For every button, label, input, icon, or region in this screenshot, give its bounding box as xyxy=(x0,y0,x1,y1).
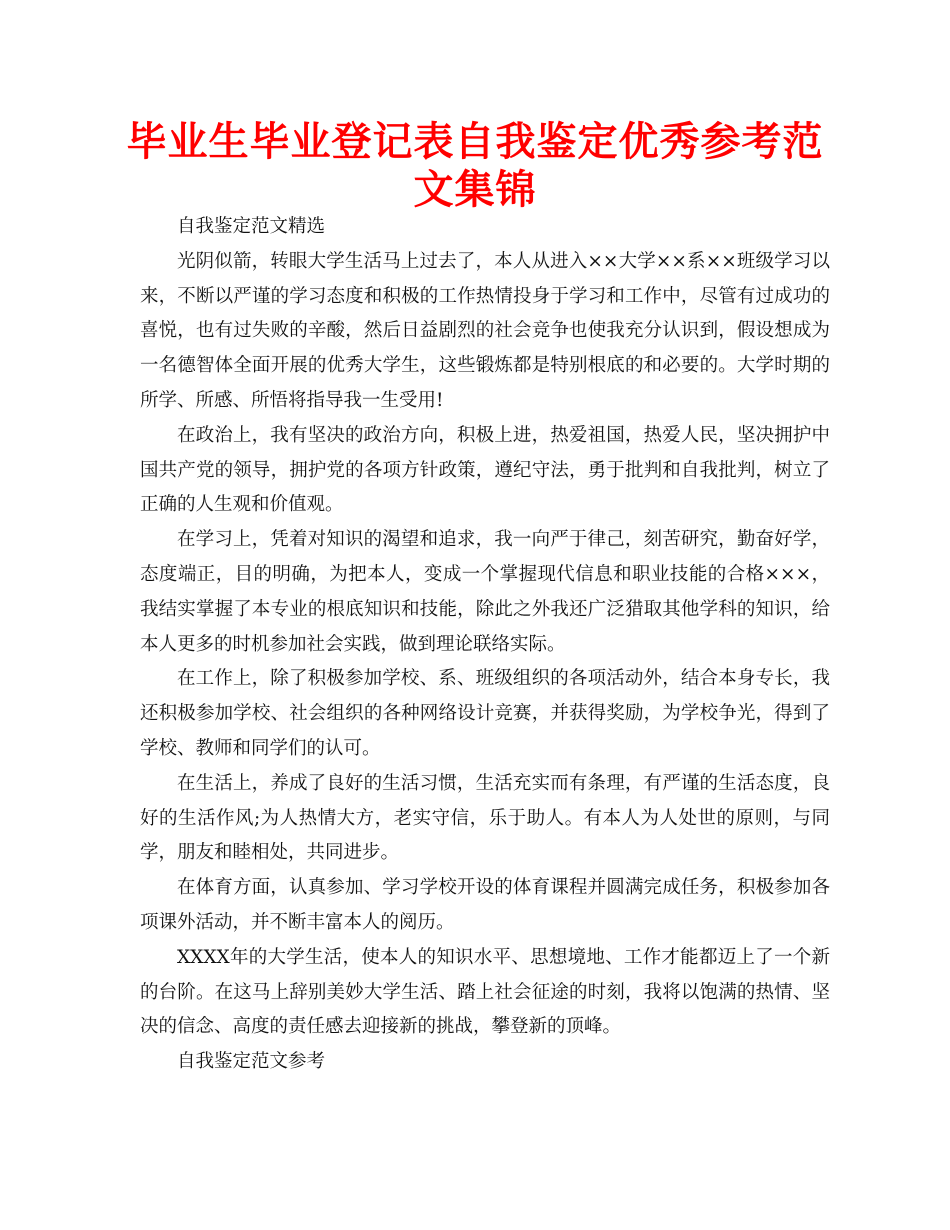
section-heading-reference-samples: 自我鉴定范文参考 xyxy=(177,1051,326,1073)
paragraph-life: 在生活上，养成了良好的生活习惯，生活充实而有条理，有严谨的生活态度，良好的生活作风;为人热情大方，老实守信，乐于助人。有本人为人处世的原则，与同学，朋友和睦相处，共同进步。 xyxy=(140,772,830,864)
document-title: 毕业生毕业登记表自我鉴定优秀参考范文集锦 xyxy=(126,119,824,213)
paragraph-study: 在学习上，凭着对知识的渴望和追求，我一向严于律己，刻苦研究，勤奋好学，态度端正，目的明确，为把本人，变成一个掌握现代信息和职业技能的合格×××，我结实掌握了本专业的根底知识和技能，除此之外我还广泛猎取其他学科的知识，给本人更多的时机参加社会实践，做到理论联络实际。 xyxy=(140,529,830,655)
paragraph-politics: 在政治上，我有坚决的政治方向，积极上进，热爱祖国，热爱人民，坚决拥护中国共产党的领导，拥护党的各项方针政策，遵纪守法，勇于批判和自我批判，树立了正确的人生观和价值观。 xyxy=(140,424,830,516)
paragraph-sports: 在体育方面，认真参加、学习学校开设的体育课程并圆满完成任务，积极参加各项课外活动，并不断丰富本人的阅历。 xyxy=(140,877,830,933)
paragraph-intro: 光阴似箭，转眼大学生活马上过去了，本人从进入××大学××系××班级学习以来，不断以严谨的学习态度和积极的工作热情投身于学习和工作中，尽管有过成功的喜悦，也有过失败的辛酸，然后日益剧烈的社会竞争也使我充分认识到，假设想成为一名德智体全面开展的优秀大学生，这些锻炼都是特别根底的和必要的。大学时期的所学、所感、所悟将指导我一生受用! xyxy=(140,250,830,411)
document-body xyxy=(140,210,830,1080)
paragraph-conclusion: XXXX年的大学生活，使本人的知识水平、思想境地、工作才能都迈上了一个新的台阶。在这马上辞别美妙大学生活、踏上社会征途的时刻，我将以饱满的热情、坚决的信念、高度的责任感去迎接新的挑战，攀登新的顶峰。 xyxy=(140,946,830,1038)
section-heading-selected-samples: 自我鉴定范文精选 xyxy=(177,216,326,237)
paragraph-work: 在工作上，除了积极参加学校、系、班级组织的各项活动外，结合本身专长，我还积极参加学校、社会组织的各种网络设计竞赛，并获得奖励，为学校争光，得到了学校、教师和同学们的认可。 xyxy=(140,668,830,759)
